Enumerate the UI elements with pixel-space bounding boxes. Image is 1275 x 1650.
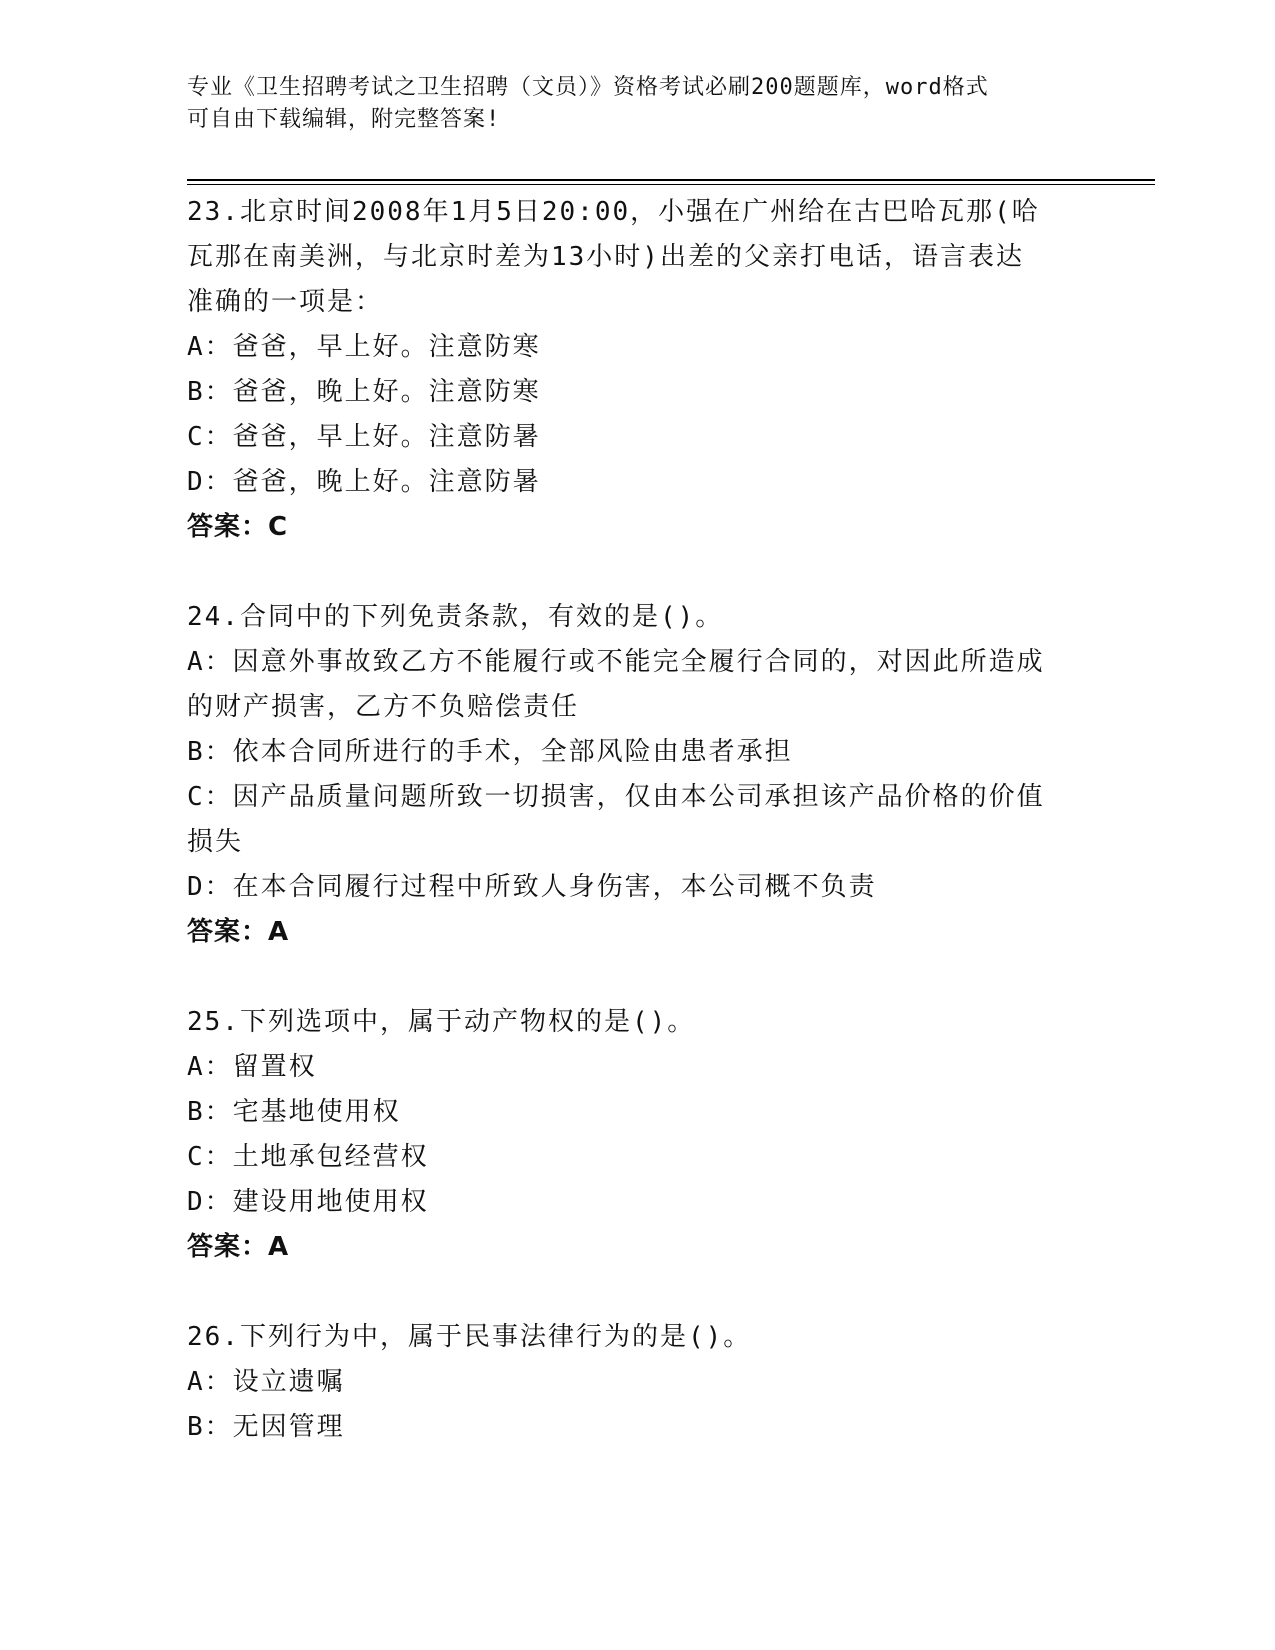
option-line: A：设立遗嘱 <box>187 1367 345 1397</box>
question-item <box>187 595 1087 955</box>
question-text-line: 准确的一项是： <box>187 287 384 317</box>
option-line: D：建设用地使用权 <box>187 1187 429 1217</box>
document-header <box>187 72 1067 136</box>
question-text-line: 瓦那在南美洲，与北京时差为13小时)出差的父亲打电话，语言表达 <box>187 242 1024 272</box>
option-line: D：爸爸，晚上好。注意防暑 <box>187 467 541 497</box>
question-list <box>187 190 1087 1450</box>
question-item <box>187 1315 1087 1450</box>
option-line: D：在本合同履行过程中所致人身伤害，本公司概不负责 <box>187 872 877 902</box>
option-line: A：爸爸，早上好。注意防寒 <box>187 332 541 362</box>
option-line: 的财产损害，乙方不负赔偿责任 <box>187 692 580 722</box>
header-line-2: 可自由下载编辑，附完整答案! <box>187 107 501 132</box>
question-item <box>187 190 1087 550</box>
option-line: 损失 <box>187 827 244 857</box>
option-line: A：因意外事故致乙方不能履行或不能完全履行合同的，对因此所造成 <box>187 647 1045 677</box>
answer-text: 答案：A <box>187 917 290 947</box>
option-line: C：土地承包经营权 <box>187 1142 429 1172</box>
option-line: C：爸爸，早上好。注意防暑 <box>187 422 541 452</box>
question-spacer <box>187 1270 1087 1315</box>
question-text-line: 26.下列行为中，属于民事法律行为的是()。 <box>187 1322 752 1352</box>
answer-text: 答案：C <box>187 512 289 542</box>
option-line: A：留置权 <box>187 1052 317 1082</box>
question-spacer <box>187 550 1087 595</box>
header-rule-thin <box>187 184 1155 185</box>
question-item <box>187 1000 1087 1270</box>
option-line: B：宅基地使用权 <box>187 1097 401 1127</box>
question-text-line: 23.北京时间2008年1月5日20:00，小强在广州给在古巴哈瓦那(哈 <box>187 197 1040 227</box>
option-line: B：爸爸，晚上好。注意防寒 <box>187 377 541 407</box>
option-line: B：无因管理 <box>187 1412 345 1442</box>
option-line: B：依本合同所进行的手术，全部风险由患者承担 <box>187 737 793 767</box>
header-line-1: 专业《卫生招聘考试之卫生招聘（文员）》资格考试必刷200题题库，word格式 <box>187 75 989 100</box>
answer-text: 答案：A <box>187 1232 290 1262</box>
question-spacer <box>187 955 1087 1000</box>
option-line: C：因产品质量问题所致一切损害，仅由本公司承担该产品价格的价值 <box>187 782 1045 812</box>
question-text-line: 25.下列选项中，属于动产物权的是()。 <box>187 1007 696 1037</box>
header-rule-thick <box>187 179 1155 181</box>
question-text-line: 24.合同中的下列免责条款，有效的是()。 <box>187 602 724 632</box>
